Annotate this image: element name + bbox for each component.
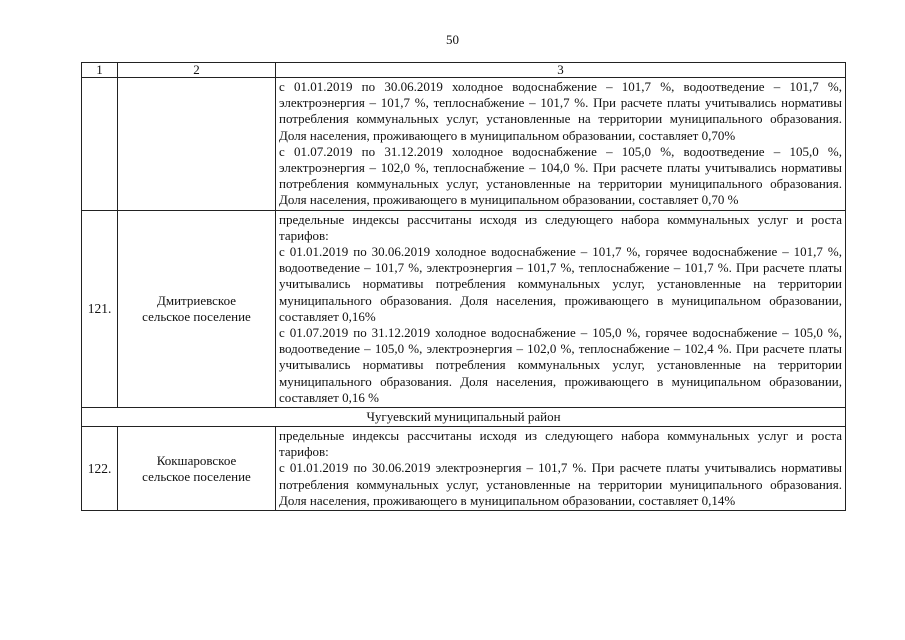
row-number-cell: 121. bbox=[82, 210, 118, 407]
paragraph: с 01.07.2019 по 31.12.2019 холодное водоснабжение – 105,0 %, водоотведение – 105,0 %, электроэнергия – 102,0 %, теплоснабжение – 104,0 %. При расчете платы учитывались нормативы потребления коммунальных услуг, установленные на территории муниципального образования. Доля населения, проживающего в муниципальном образовании, составляет 0,70 % bbox=[279, 143, 842, 208]
tariff-table bbox=[81, 62, 846, 511]
table-row-121 bbox=[82, 210, 846, 407]
paragraph: с 01.01.2019 по 30.06.2019 электроэнергия – 101,7 %. При расчете платы учитывались нормативы потребления коммунальных услуг, установленные на территории муниципального образования. Доля населения, проживающего в муниципальном образовании, составляет 0,14% bbox=[279, 460, 842, 508]
row-name-cell bbox=[118, 210, 276, 407]
row-description-cell bbox=[276, 78, 846, 211]
settlement-type: сельское поселение bbox=[142, 308, 251, 324]
region-row bbox=[82, 408, 846, 427]
page-number: 50 bbox=[446, 32, 459, 47]
paragraph: предельные индексы рассчитаны исходя из следующего набора коммунальных услуг и роста тарифов: bbox=[279, 428, 842, 460]
row-number-cell bbox=[82, 78, 118, 211]
settlement-type: сельское поселение bbox=[142, 468, 251, 484]
row-number-cell: 122. bbox=[82, 427, 118, 511]
paragraph: с 01.01.2019 по 30.06.2019 холодное водоснабжение – 101,7 %, горячее водоснабжение – 101,7 %, водоотведение – 101,7 %, электроэнергия – 101,7 %, теплоснабжение – 101,7 %. При расчете платы учитывались нормативы потребления коммунальных услуг, установленные на территории муниципального образования. Доля населения, проживающего в муниципальном образовании, составляет 0,16% bbox=[279, 244, 842, 324]
row-name-cell bbox=[118, 78, 276, 211]
settlement-name: Дмитриевское bbox=[156, 292, 237, 308]
table-row-continued bbox=[82, 78, 846, 211]
settlement-name: Кокшаровское bbox=[156, 452, 237, 468]
paragraph: предельные индексы рассчитаны исходя из следующего набора коммунальных услуг и роста тарифов: bbox=[279, 211, 842, 243]
row-description-cell bbox=[276, 427, 846, 511]
column-header-2: 2 bbox=[118, 63, 276, 78]
paragraph: с 01.07.2019 по 31.12.2019 холодное водоснабжение – 105,0 %, горячее водоснабжение – 105,0 %, водоотведение – 105,0 %, электроэнергия – 102,0 %, теплоснабжение – 102,4 %. При расчете платы учитывались нормативы потребления коммунальных услуг, установленные на территории муниципального образования. Доля населения, проживающего в муниципальном образовании, составляет 0,16 % bbox=[279, 325, 842, 405]
column-header-1: 1 bbox=[82, 63, 118, 78]
paragraph: с 01.01.2019 по 30.06.2019 холодное водоснабжение – 101,7 %, водоотведение – 101,7 %, электроэнергия – 101,7 %, теплоснабжение – 101,7 %. При расчете платы учитывались нормативы потребления коммунальных услуг, установленные на территории муниципального образования. Доля населения, проживающего в муниципальном образовании, составляет 0,70% bbox=[279, 79, 842, 143]
row-description-cell bbox=[276, 210, 846, 407]
row-name-cell bbox=[118, 427, 276, 511]
region-title: Чугуевский муниципальный район bbox=[82, 408, 846, 427]
table-header-row bbox=[82, 63, 846, 78]
column-header-3: 3 bbox=[276, 63, 846, 78]
table-row-122 bbox=[82, 427, 846, 511]
